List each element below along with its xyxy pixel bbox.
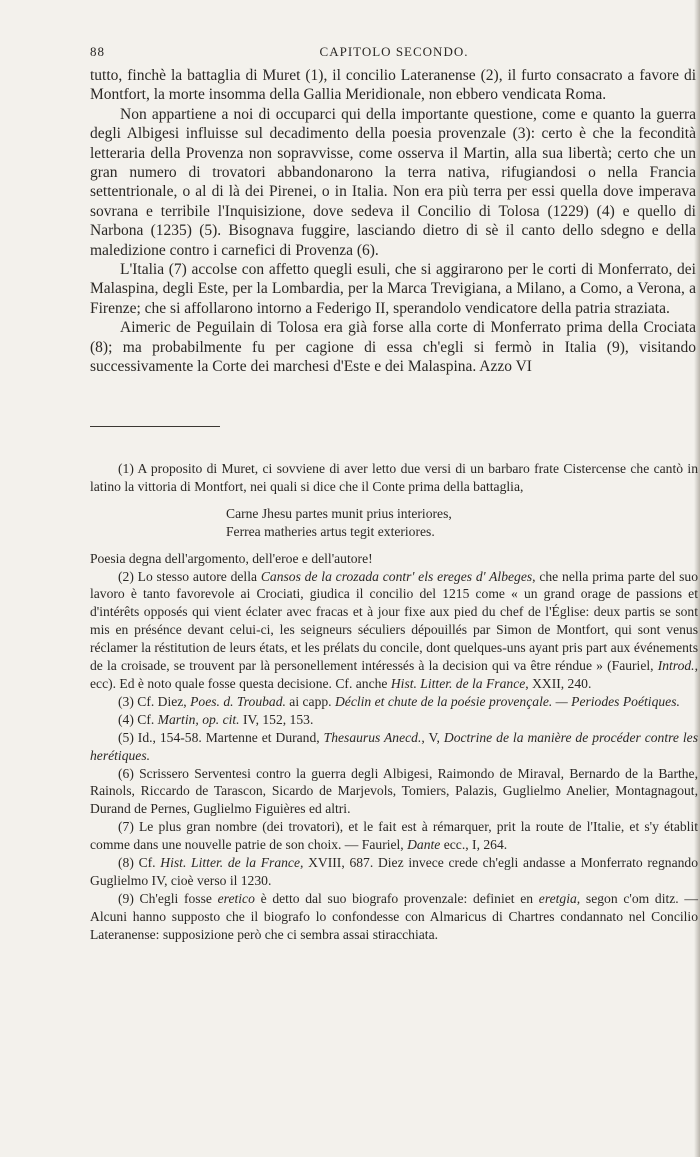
cited-title: Hist. Litter. de la France, [160, 855, 304, 871]
footnote-1-end: Poesia degna dell'argomento, dell'eroe e dell'autore! [90, 550, 373, 566]
cited-title: Thesaurus Anecd. [323, 729, 422, 745]
cited-title: Introd. [657, 658, 695, 674]
text: (8) Cf. [118, 855, 161, 871]
footnote-4 [90, 711, 698, 729]
footnote-2 [90, 568, 698, 693]
footnote-9 [90, 890, 698, 944]
paragraph: tutto, finchè la battaglia di Muret (1), il concilio Lateranense (2), il furto consacrato a favore di Montfort, la morte insomma della Gallia Meridionale, non ebbero vendicata Roma. [90, 67, 696, 104]
text: , XXII, 240. [525, 675, 592, 691]
paragraph: Non appartiene a noi di occuparci qui della importante questione, come e quanto la guerra degli Albigesi influisse sul decadimento della poesia provenzale (3): certo è che la fecondità letteraria della Provenza non sopravvisse, come osserva il Martin, alla sua libertà; certo che un gran numero di trovatori abbandonarono la terra nativa, rifugiandosi o nella Francia settentrionale, o al di là dei Pirenei, o in Italia. Non era più terra per essi quella dove imperava sovrana e terribile l'Inquisizione, dove sedeva il Concilio di Tolosa (1229) (4) e quello di Narbona (1235) (5). Bisognava fuggire, lasciando dietro di sè il canto dello sdegno e della maledizione contro i carnefici di Provenza (6). [90, 105, 696, 259]
text: ecc., I, 264. [440, 837, 508, 853]
text: (4) Cf. [118, 711, 158, 727]
footnote-1: (1) A proposito di Muret, ci sovviene di aver letto due versi di un barbaro frate Cistercense che cantò in latino la vittoria di Montfort, nei quali si dice che il Conte prima della battaglia, [90, 461, 698, 494]
text: segon c'om ditz. — Alcuni hanno supposto che il biografo lo confondesse con Almaricus di Chartres condannato nel Concilio Lateranense: supposizione però che ci sembra assai stiracchiata. [90, 890, 698, 942]
text: (2) Lo stesso autore della [118, 568, 261, 584]
quoted-term: eretgia, [538, 890, 581, 906]
text: IV, 152, 153. [239, 711, 314, 727]
footnote-5 [90, 729, 698, 765]
text: (3) Cf. Diez, [118, 693, 191, 709]
page-number: 88 [90, 44, 105, 59]
footnotes [90, 460, 698, 944]
cited-title: Poes. d. Troubad. [190, 693, 286, 709]
text: (9) Ch'egli fosse [118, 890, 218, 906]
verse-line: Carne Jhesu partes munit prius interiores, [226, 505, 452, 521]
text: , ecc). Ed è noto quale fosse questa decisione. Cf. anche [90, 658, 698, 691]
text: XVIII, 687. Diez invece crede ch'egli andasse a Monferrato regnando Guglielmo IV, cioè verso il 1230. [90, 855, 698, 888]
page-header [90, 44, 698, 62]
footnote-7 [90, 818, 698, 854]
cited-title: Doctrine de la manière de procéder contre les herétiques. [90, 729, 698, 763]
paragraph: Aimeric de Peguilain di Tolosa era già forse alla corte di Monferrato prima della Crociata (8); ma probabilmente fu per cagione di essa ch'egli si fermò in Italia (9), visitando successivamente la Corte dei marchesi d'Este e dei Malaspina. Azzo VI [90, 319, 696, 376]
cited-title: Hist. Litter. de la France [390, 675, 526, 691]
verse-quote [226, 505, 698, 541]
text: , che nella prima parte del suo lavoro è tanto favorevole ai Crociati, giudica il concilio del 1215 come « un grand orage de passions et d'intérêts opposés qui vient éclater avec fracas et à jour fixe aux pied du chef de l'Église: deux partis se sont mis en présénce devant celui-ci, les seigneurs séculiers dépouillés par Simon de Montfort, qui sont venus réclamer la réstitution de leurs états, et les prélats du concile, dont quelques-uns ayant pris part aux événements de la croisade, se trouvent par là personellement intéressés à la decision qui va être réndue » (Fauriel, [90, 568, 699, 674]
cited-title: Dante [407, 837, 441, 853]
cited-title: Martin, op. cit. [157, 711, 240, 727]
footnote-6: (6) Scrissero Serventesi contro la guerra degli Albigesi, Raimondo de Miraval, Bernardo de la Barthe, Rainols, Riccardo de Tarascon, Sicardo de Marjevols, Tomiers, Palazis, Guglielmo Anelier, Montagnagout, Durand de Pernes, Guglielmo Figuières ed altri. [90, 765, 698, 817]
footnote-8 [90, 854, 698, 890]
verse-line: Ferrea matheries artus tegit exteriores. [226, 523, 435, 539]
text: (7) Le plus gran nombre (dei trovatori), et le fait est à rémarquer, prit la route de l'Italie, et s'y établit comme dans une nouvelle patrie de son choix. — Fauriel, [90, 819, 698, 853]
text: è detto dal suo biografo provenzale: definiet en [254, 890, 539, 906]
cited-title: Cansos de la crozada contr' els ereges d' Albeges [260, 568, 533, 584]
running-title: CAPITOLO SECONDO. [319, 44, 469, 59]
text: , V, [421, 729, 444, 745]
paragraph: L'Italia (7) accolse con affetto quegli esuli, che si aggirarono per le corti di Monferrato, dei Malaspina, degli Este, per la Lombardia, per la Marca Trevigiana, a Milano, a Como, a Verona, a Firenze; che si affollarono intorno a Federigo II, sperandolo vendicatore della patria straziata. [90, 261, 696, 317]
text: ai capp. [285, 693, 335, 709]
main-text [90, 66, 696, 377]
footnote-separator [90, 426, 220, 427]
quoted-term: eretico [217, 890, 255, 906]
cited-title: Déclin et chute de la poésie provençale. — Periodes Poétiques. [334, 693, 680, 709]
footnote-3 [90, 693, 698, 711]
text: (5) Id., 154-58. Martenne et Durand, [118, 729, 324, 745]
